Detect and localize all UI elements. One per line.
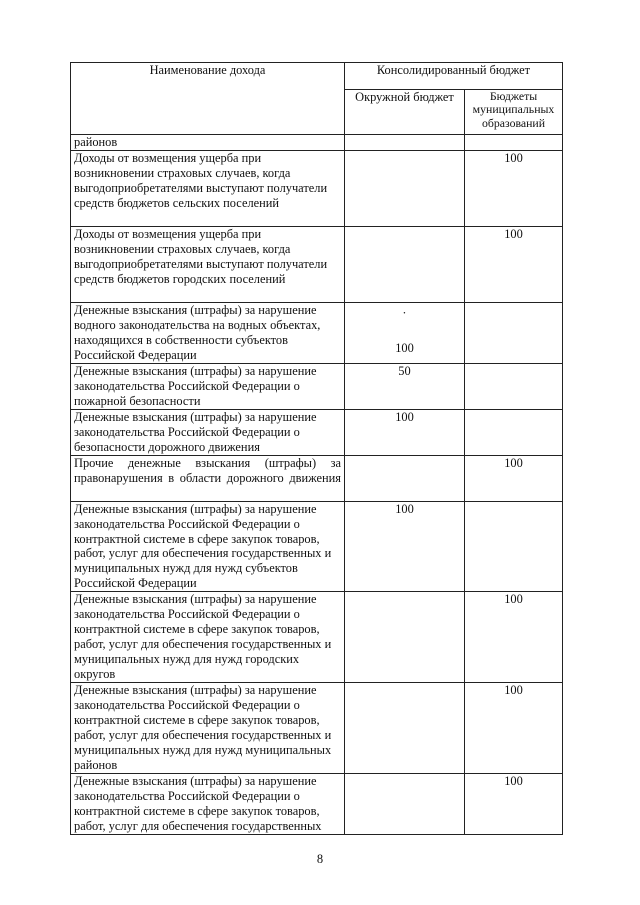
table-row [71,683,563,774]
row-municipal-value: 100 [465,227,563,303]
row-income-name: Доходы от возмещения ущерба при возникновении страховых случаев, когда выгодоприобретателями выступают получатели средств бюджетов городских поселений [71,227,345,303]
stray-dot-mark: · [402,306,407,320]
table-row [71,227,563,303]
row-income-name: Денежные взыскания (штрафы) за нарушение законодательства Российской Федерации о контрактной системе в сфере закупок товаров, работ, услуг для обеспечения государственных и муниципальных нужд для нужд субъектов Российской Федерации [71,501,345,591]
row-okrug-value [345,455,465,501]
revenue-table [70,62,563,835]
row-income-name: Денежные взыскания (штрафы) за нарушение законодательства Российской Федерации о пожарной безопасности [71,364,345,410]
header-consolidated-budget: Консолидированный бюджет [345,63,563,90]
table-row [71,151,563,227]
header-row [71,63,563,90]
row-income-name: Денежные взыскания (штрафы) за нарушение законодательства Российской Федерации о контрактной системе в сфере закупок товаров, работ, услуг для обеспечения государственных и муниципальных нужд для нужд городских округов [71,592,345,683]
page-number: 8 [316,852,324,866]
header-income-name: Наименование дохода [71,63,345,135]
table-row [71,303,563,364]
table-row [71,409,563,455]
row-municipal-value: 100 [465,592,563,683]
table-row [71,592,563,683]
row-municipal-value [465,364,563,410]
row-okrug-value: 100 [345,409,465,455]
row-okrug-value [345,151,465,227]
row-okrug-value [345,227,465,303]
row-okrug-value [345,592,465,683]
row-income-name: Доходы от возмещения ущерба при возникновении страховых случаев, когда выгодоприобретателями выступают получатели средств бюджетов сельских поселений [71,151,345,227]
row-municipal-value: 100 [465,151,563,227]
row-municipal-value [465,135,563,151]
row-okrug-value: 100 [395,341,414,355]
row-municipal-value: 100 [465,774,563,835]
row-income-name: Денежные взыскания (штрафы) за нарушение водного законодательства на водных объектах, находящихся в собственности субъектов Российской Федерации [71,303,345,364]
header-okrug-budget: Окружной бюджет [345,90,465,135]
table-row [71,364,563,410]
row-municipal-value [465,303,563,364]
table-row [71,774,563,835]
row-municipal-value: 100 [465,683,563,774]
table-row [71,455,563,501]
row-okrug-value [345,774,465,835]
row-okrug-value-cell [345,303,465,364]
row-income-name: районов [71,135,345,151]
row-municipal-value: 100 [465,455,563,501]
row-income-name: Денежные взыскания (штрафы) за нарушение законодательства Российской Федерации о контрактной системе в сфере закупок товаров, работ, услуг для обеспечения государственных [71,774,345,835]
row-municipal-value [465,501,563,591]
row-income-name: Денежные взыскания (штрафы) за нарушение законодательства Российской Федерации о безопасности дорожного движения [71,409,345,455]
row-okrug-value: 50 [345,364,465,410]
table-row [71,135,563,151]
row-income-name: Прочие денежные взыскания (штрафы) за правонарушения в области дорожного движения [71,455,345,501]
row-okrug-value: 100 [345,501,465,591]
row-okrug-value [345,683,465,774]
row-income-name: Денежные взыскания (штрафы) за нарушение законодательства Российской Федерации о контрактной системе в сфере закупок товаров, работ, услуг для обеспечения государственных и муниципальных нужд для нужд муниципальных районов [71,683,345,774]
row-municipal-value [465,409,563,455]
row-okrug-value [345,135,465,151]
header-municipal-budgets: Бюджеты муниципальных образований [465,90,563,135]
table-row [71,501,563,591]
